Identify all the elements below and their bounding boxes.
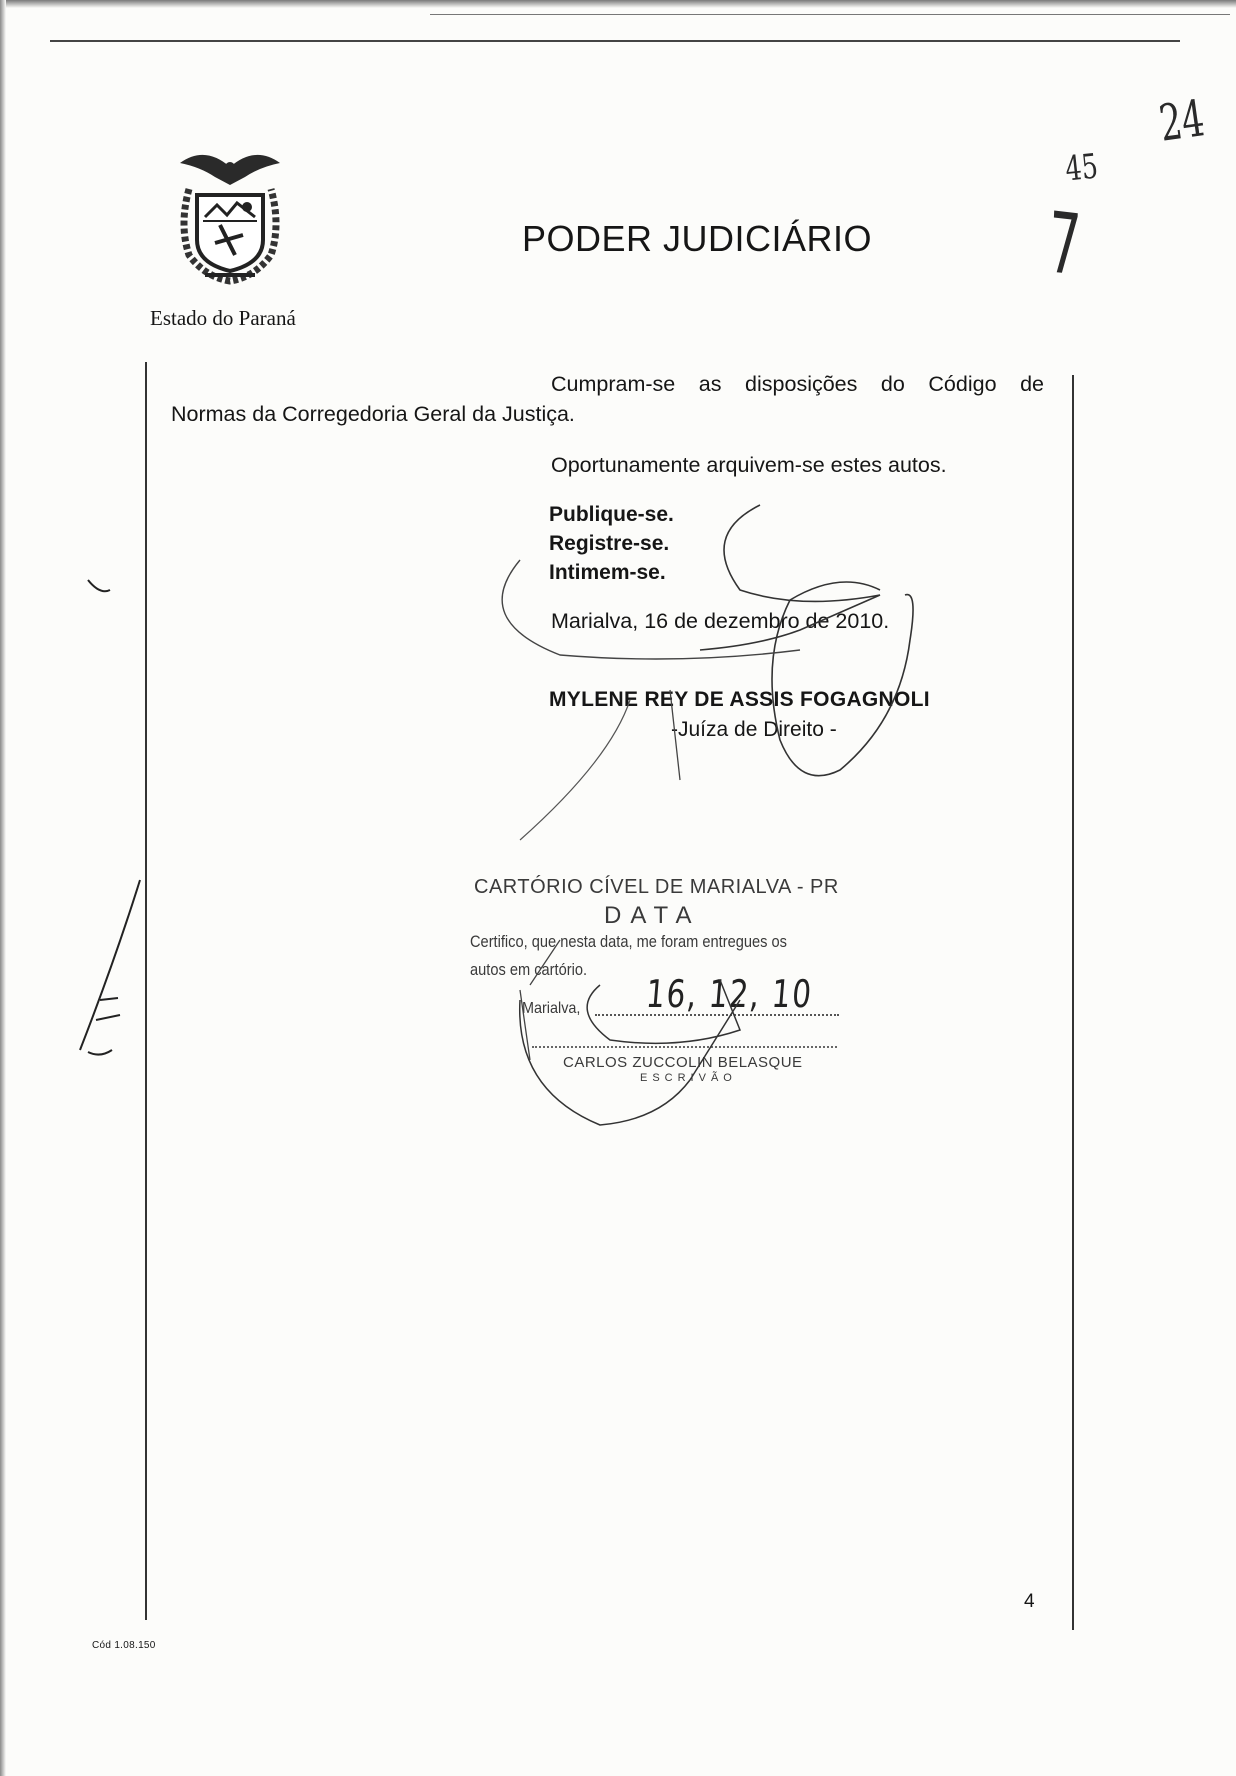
form-code: Cód 1.08.150 — [92, 1640, 156, 1651]
stamp-handwritten-date: 16, 12, 10 — [644, 972, 815, 1016]
stamp-clerk-name: CARLOS ZUCCOLIN BELASQUE — [563, 1054, 803, 1071]
judge-name: MYLENE REY DE ASSIS FOGAGNOLI — [549, 688, 930, 711]
paragraph-2: Oportunamente arquivem-se estes autos. — [551, 453, 947, 477]
stamp-text-line-2: autos em cartório. — [470, 960, 588, 979]
handwritten-page-mark-45: 45 — [1063, 146, 1100, 190]
stamp-clerk-role: ESCRIVÃO — [640, 1072, 737, 1084]
handwritten-page-mark-7: 7 — [1046, 193, 1083, 295]
page-title: PODER JUDICIÁRIO — [522, 218, 873, 259]
handwritten-page-mark-24: 24 — [1155, 89, 1208, 153]
command-register: Registre-se. — [549, 532, 670, 555]
paragraph-1-line-2: Normas da Corregedoria Geral da Justiça. — [171, 402, 575, 426]
page-number: 4 — [1024, 1591, 1035, 1612]
judge-title: -Juíza de Direito - — [671, 718, 837, 741]
signing-date: Marialva, 16 de dezembro de 2010. — [551, 609, 890, 633]
stamp-office: CARTÓRIO CÍVEL DE MARIALVA - PR — [474, 876, 839, 898]
command-notify: Intimem-se. — [549, 561, 666, 584]
state-name: Estado do Paraná — [150, 306, 296, 330]
stamp-place: Marialva, — [522, 1000, 581, 1017]
command-publish: Publique-se. — [549, 503, 674, 526]
paragraph-1-line-1: Cumpram-se as disposições do Código de — [551, 372, 1044, 396]
stamp-heading: DATA — [604, 902, 701, 929]
stamp-text-line-1: Certifico, que nesta data, me foram entregues os — [470, 932, 787, 951]
